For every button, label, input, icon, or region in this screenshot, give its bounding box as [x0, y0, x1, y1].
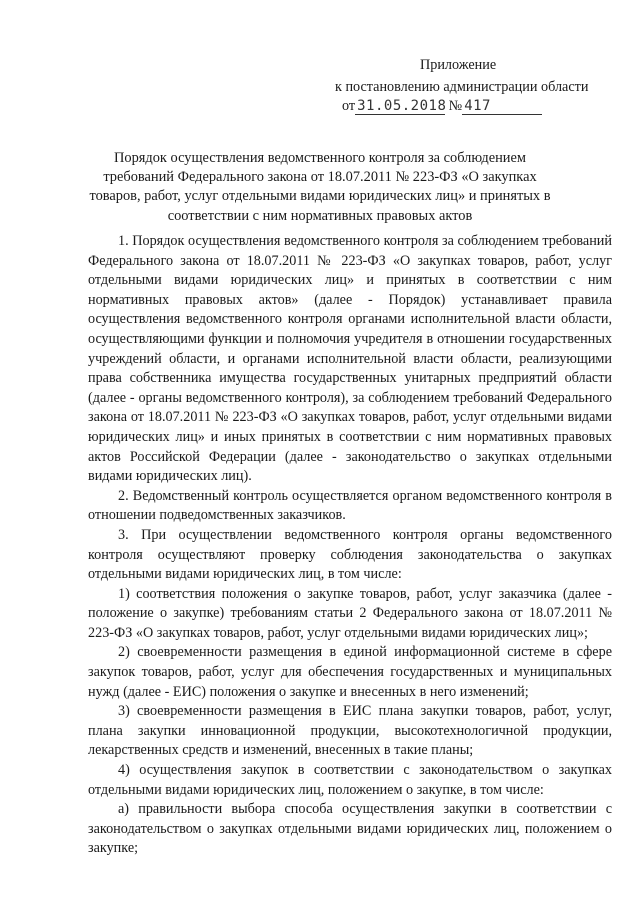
paragraph: а) правильности выбора способа осуществления закупки в соответствии с законодательством о закупках отдельными видами юридических лиц, положением о закупке;: [88, 801, 612, 857]
paragraph: 3. При осуществлении ведомственного контроля органы ведомственного контроля осуществляют проверку соблюдения законодательства о закупках отдельными видами юридических лиц, в том числе:: [88, 526, 612, 583]
paragraph: 4) осуществления закупок в соответствии с законодательством о закупках отдельными видами юридических лиц, положением о закупке, в том числе:: [88, 762, 612, 798]
appendix-date-line: [342, 96, 542, 116]
paragraph: 1) соответствия положения о закупке товаров, работ, услуг заказчика (далее - положение о закупке) требованиям статьи 2 Федерального закона от 18.07.2011 № 223-ФЗ «О закупках товаров, работ, услуг отдельными видами юридических лиц»;: [88, 585, 612, 641]
appendix-label: Приложение: [420, 57, 497, 73]
document-body: [88, 232, 612, 859]
paragraph: 2. Ведомственный контроль осуществляется органом ведомственного контроля в отношении подведомственных заказчиков.: [88, 487, 612, 524]
decree-date: 31.05.2018: [357, 98, 447, 114]
decree-number: 417: [462, 98, 542, 115]
document-title: Порядок осуществления ведомственного контроля за соблюдением требований Федерального закона от 18.07.2011 № 223-ФЗ «О закупках товаров, работ, услуг отдельными видами юридических лиц» и принятых в соответствии с ним нормативных правовых актов: [89, 150, 551, 224]
appendix-decree-line: к постановлению администрации области: [335, 79, 589, 95]
paragraph: 3) своевременности размещения в ЕИС плана закупки товаров, работ, услуг, плана закупки инновационной продукции, высокотехнологичной продукции, лекарственных средств и изменений, внесенных в такие планы;: [88, 703, 612, 759]
number-prefix: №: [448, 98, 463, 114]
date-prefix: от: [342, 98, 356, 114]
paragraph: 2) своевременности размещения в единой информационной системе в сфере закупок товаров, работ, услуг для обеспечения государственных и муниципальных нужд (далее - ЕИС) положения о закупке и внесенных в него изменений;: [88, 644, 612, 700]
paragraph: 1. Порядок осуществления ведомственного контроля за соблюдением требований Федерального закона от 18.07.2011 № 223-ФЗ «О закупках товаров, работ, услуг отдельными видами юридических лиц» и принятых в соответствии с ним нормативных правовых актов» (далее - Порядок) устанавливает правила осуществления ведомственного контроля органами исполнительной власти области, осуществляющими функции и полномочия учредителя в отношении государственных учреждений области, и органами исполнительной власти области, реализующими права собственника имущества государственных унитарных предприятий области (далее - органы ведомственного контроля), за соблюдением требований Федерального закона от 18.07.2011 № 223-ФЗ «О закупках товаров, работ, услуг отдельными видами юридических лиц» и иных принятых в соответствии с ним нормативных правовых актов Российской Федерации (далее - законодательство о закупках отдельными видами юридических лиц).: [88, 233, 612, 485]
